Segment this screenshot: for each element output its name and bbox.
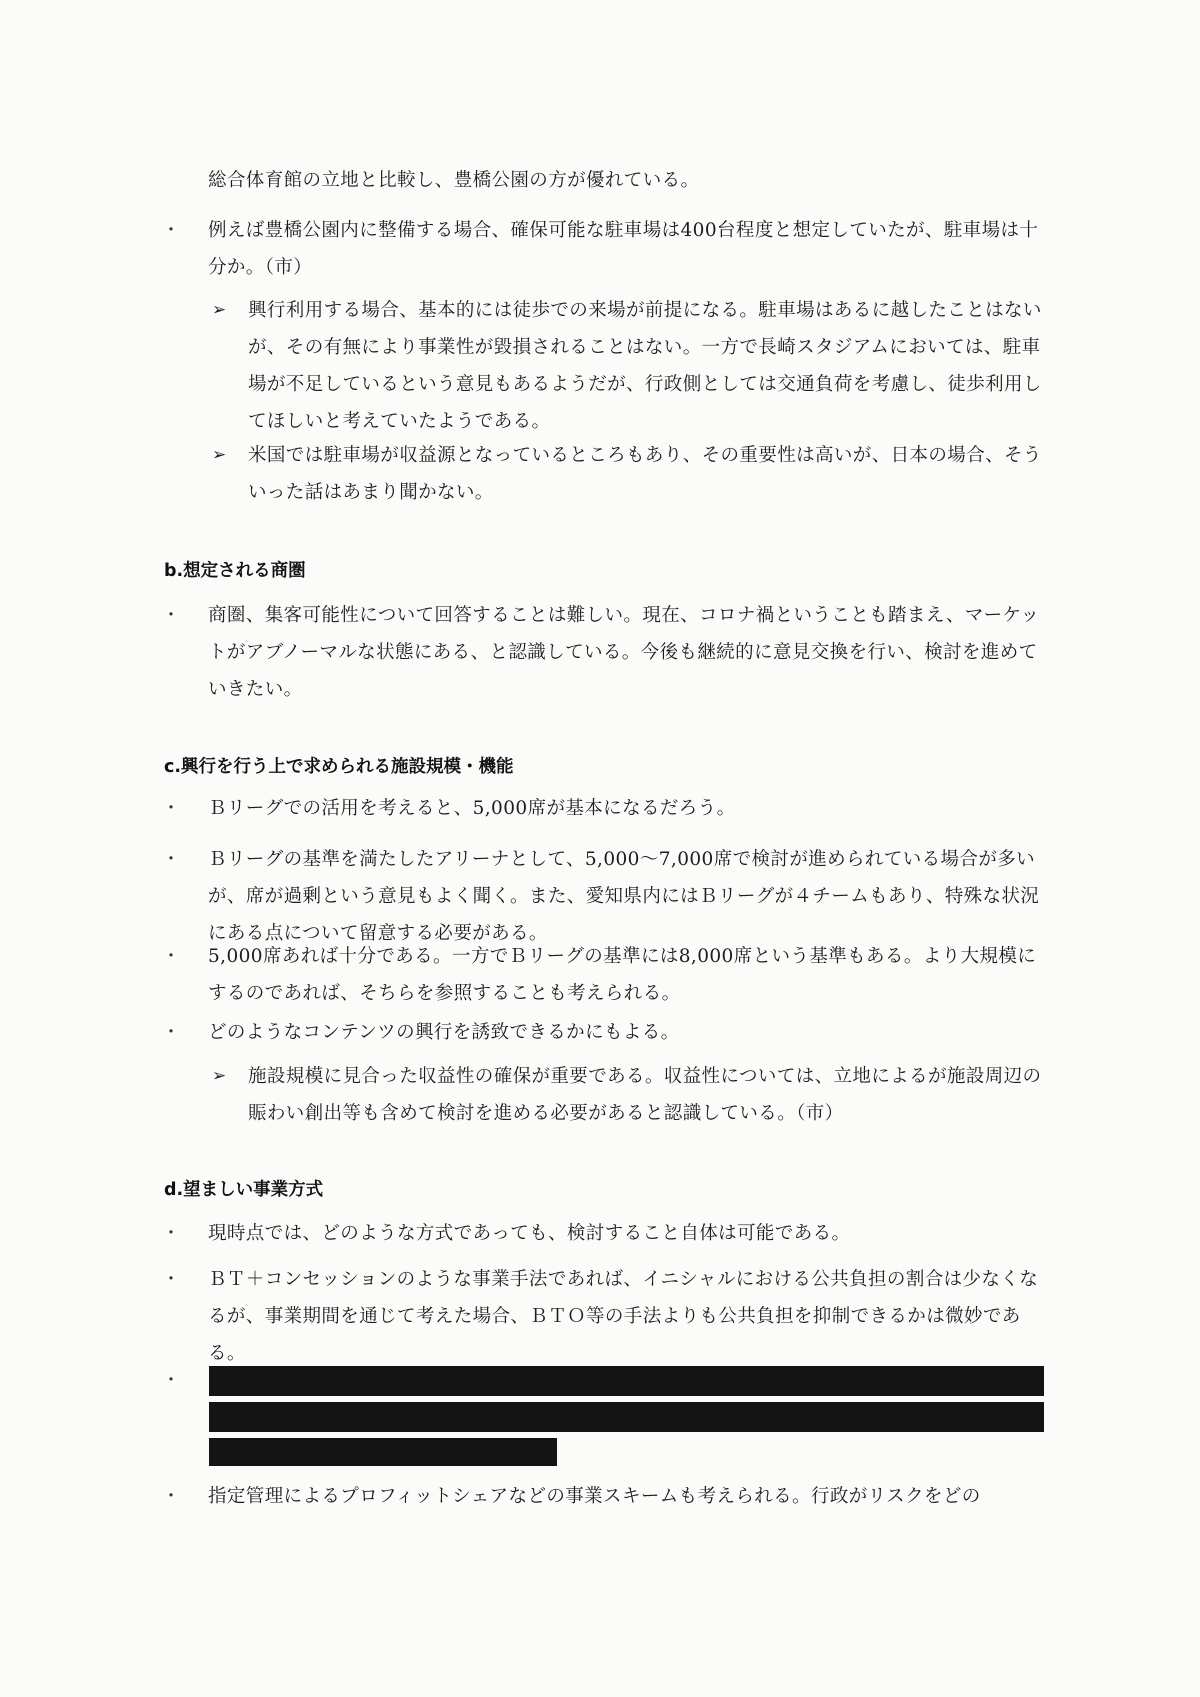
bullet: ・ [162, 605, 180, 626]
trade-area-paragraph: 商圏、集客可能性について回答することは難しい。現在、コロナ禍ということも踏まえ、マーケットがアブノーマルな状態にある、と認識している。今後も継続的に意見交換を行い、検討を進めていきたい。 [208, 605, 1040, 700]
bullet: ・ [162, 1486, 180, 1507]
parking-answer: 興行利用する場合、基本的には徒歩での来場が前提になる。駐車場はあるに越したことはないが、その有無により事業性が毀損されることはない。一方で長崎スタジアムにおいては、駐車場が不足しているという意見もあるようだが、行政側としては交通負荷を考慮し、徒歩利用してほしいと考えていたようである。 [248, 300, 1042, 432]
paragraph-continuation: 総合体育館の立地と比較し、豊橋公園の方が優れている。 [208, 170, 700, 191]
d-paragraph-4: 指定管理によるプロフィットシェアなどの事業スキームも考えられる。行政がリスクをどの [208, 1486, 981, 1507]
bullet: ・ [162, 1269, 180, 1290]
bullet: ・ [162, 946, 180, 967]
bullet: ・ [162, 798, 180, 819]
redaction-bar [209, 1366, 1044, 1396]
redaction-bar [209, 1402, 1044, 1432]
c-paragraph-4: どのようなコンテンツの興行を誘致できるかにもよる。 [208, 1022, 680, 1043]
bullet: ・ [162, 220, 180, 241]
d-paragraph-1: 現時点では、どのような方式であっても、検討すること自体は可能である。 [208, 1223, 851, 1244]
redaction-bar [209, 1438, 557, 1466]
section-heading-c: c.興行を行う上で求められる施設規模・機能 [164, 757, 514, 777]
arrow-bullet: ➢ [212, 445, 227, 465]
section-heading-b: b.想定される商圏 [164, 561, 306, 581]
bullet: ・ [162, 1370, 180, 1391]
bullet: ・ [162, 1022, 180, 1043]
c-paragraph-5: 施設規模に見合った収益性の確保が重要である。収益性については、立地によるが施設周辺の賑わい創出等も含めて検討を進める必要があると認識している。（市） [248, 1066, 1042, 1124]
c-paragraph-2: Ｂリーグの基準を満たしたアリーナとして、5,000～7,000席で検討が進められている場合が多いが、席が過剰という意見もよく聞く。また、愛知県内にはＢリーグが４チームもあり、特殊な状況にある点について留意する必要がある。 [208, 849, 1040, 944]
parking-question: 例えば豊橋公園内に整備する場合、確保可能な駐車場は400台程度と想定していたが、駐車場は十分か。（市） [208, 220, 1039, 278]
d-paragraph-2: ＢＴ＋コンセッションのような事業手法であれば、イニシャルにおける公共負担の割合は少なくなるが、事業期間を通じて考えた場合、ＢＴＯ等の手法よりも公共負担を抑制できるかは微妙である。 [208, 1269, 1039, 1364]
c-paragraph-1: Ｂリーグでの活用を考えると、5,000席が基本になるだろう。 [208, 798, 736, 819]
arrow-bullet: ➢ [212, 1066, 227, 1086]
arrow-bullet: ➢ [212, 300, 227, 320]
bullet: ・ [162, 1223, 180, 1244]
bullet: ・ [162, 849, 180, 870]
section-heading-d: d.望ましい事業方式 [164, 1180, 324, 1200]
c-paragraph-3: 5,000席あれば十分である。一方でＢリーグの基準には8,000席という基準もある。より大規模にするのであれば、そちらを参照することも考えられる。 [208, 946, 1037, 1004]
us-parking-note: 米国では駐車場が収益源となっているところもあり、その重要性は高いが、日本の場合、そういった話はあまり聞かない。 [248, 445, 1042, 503]
